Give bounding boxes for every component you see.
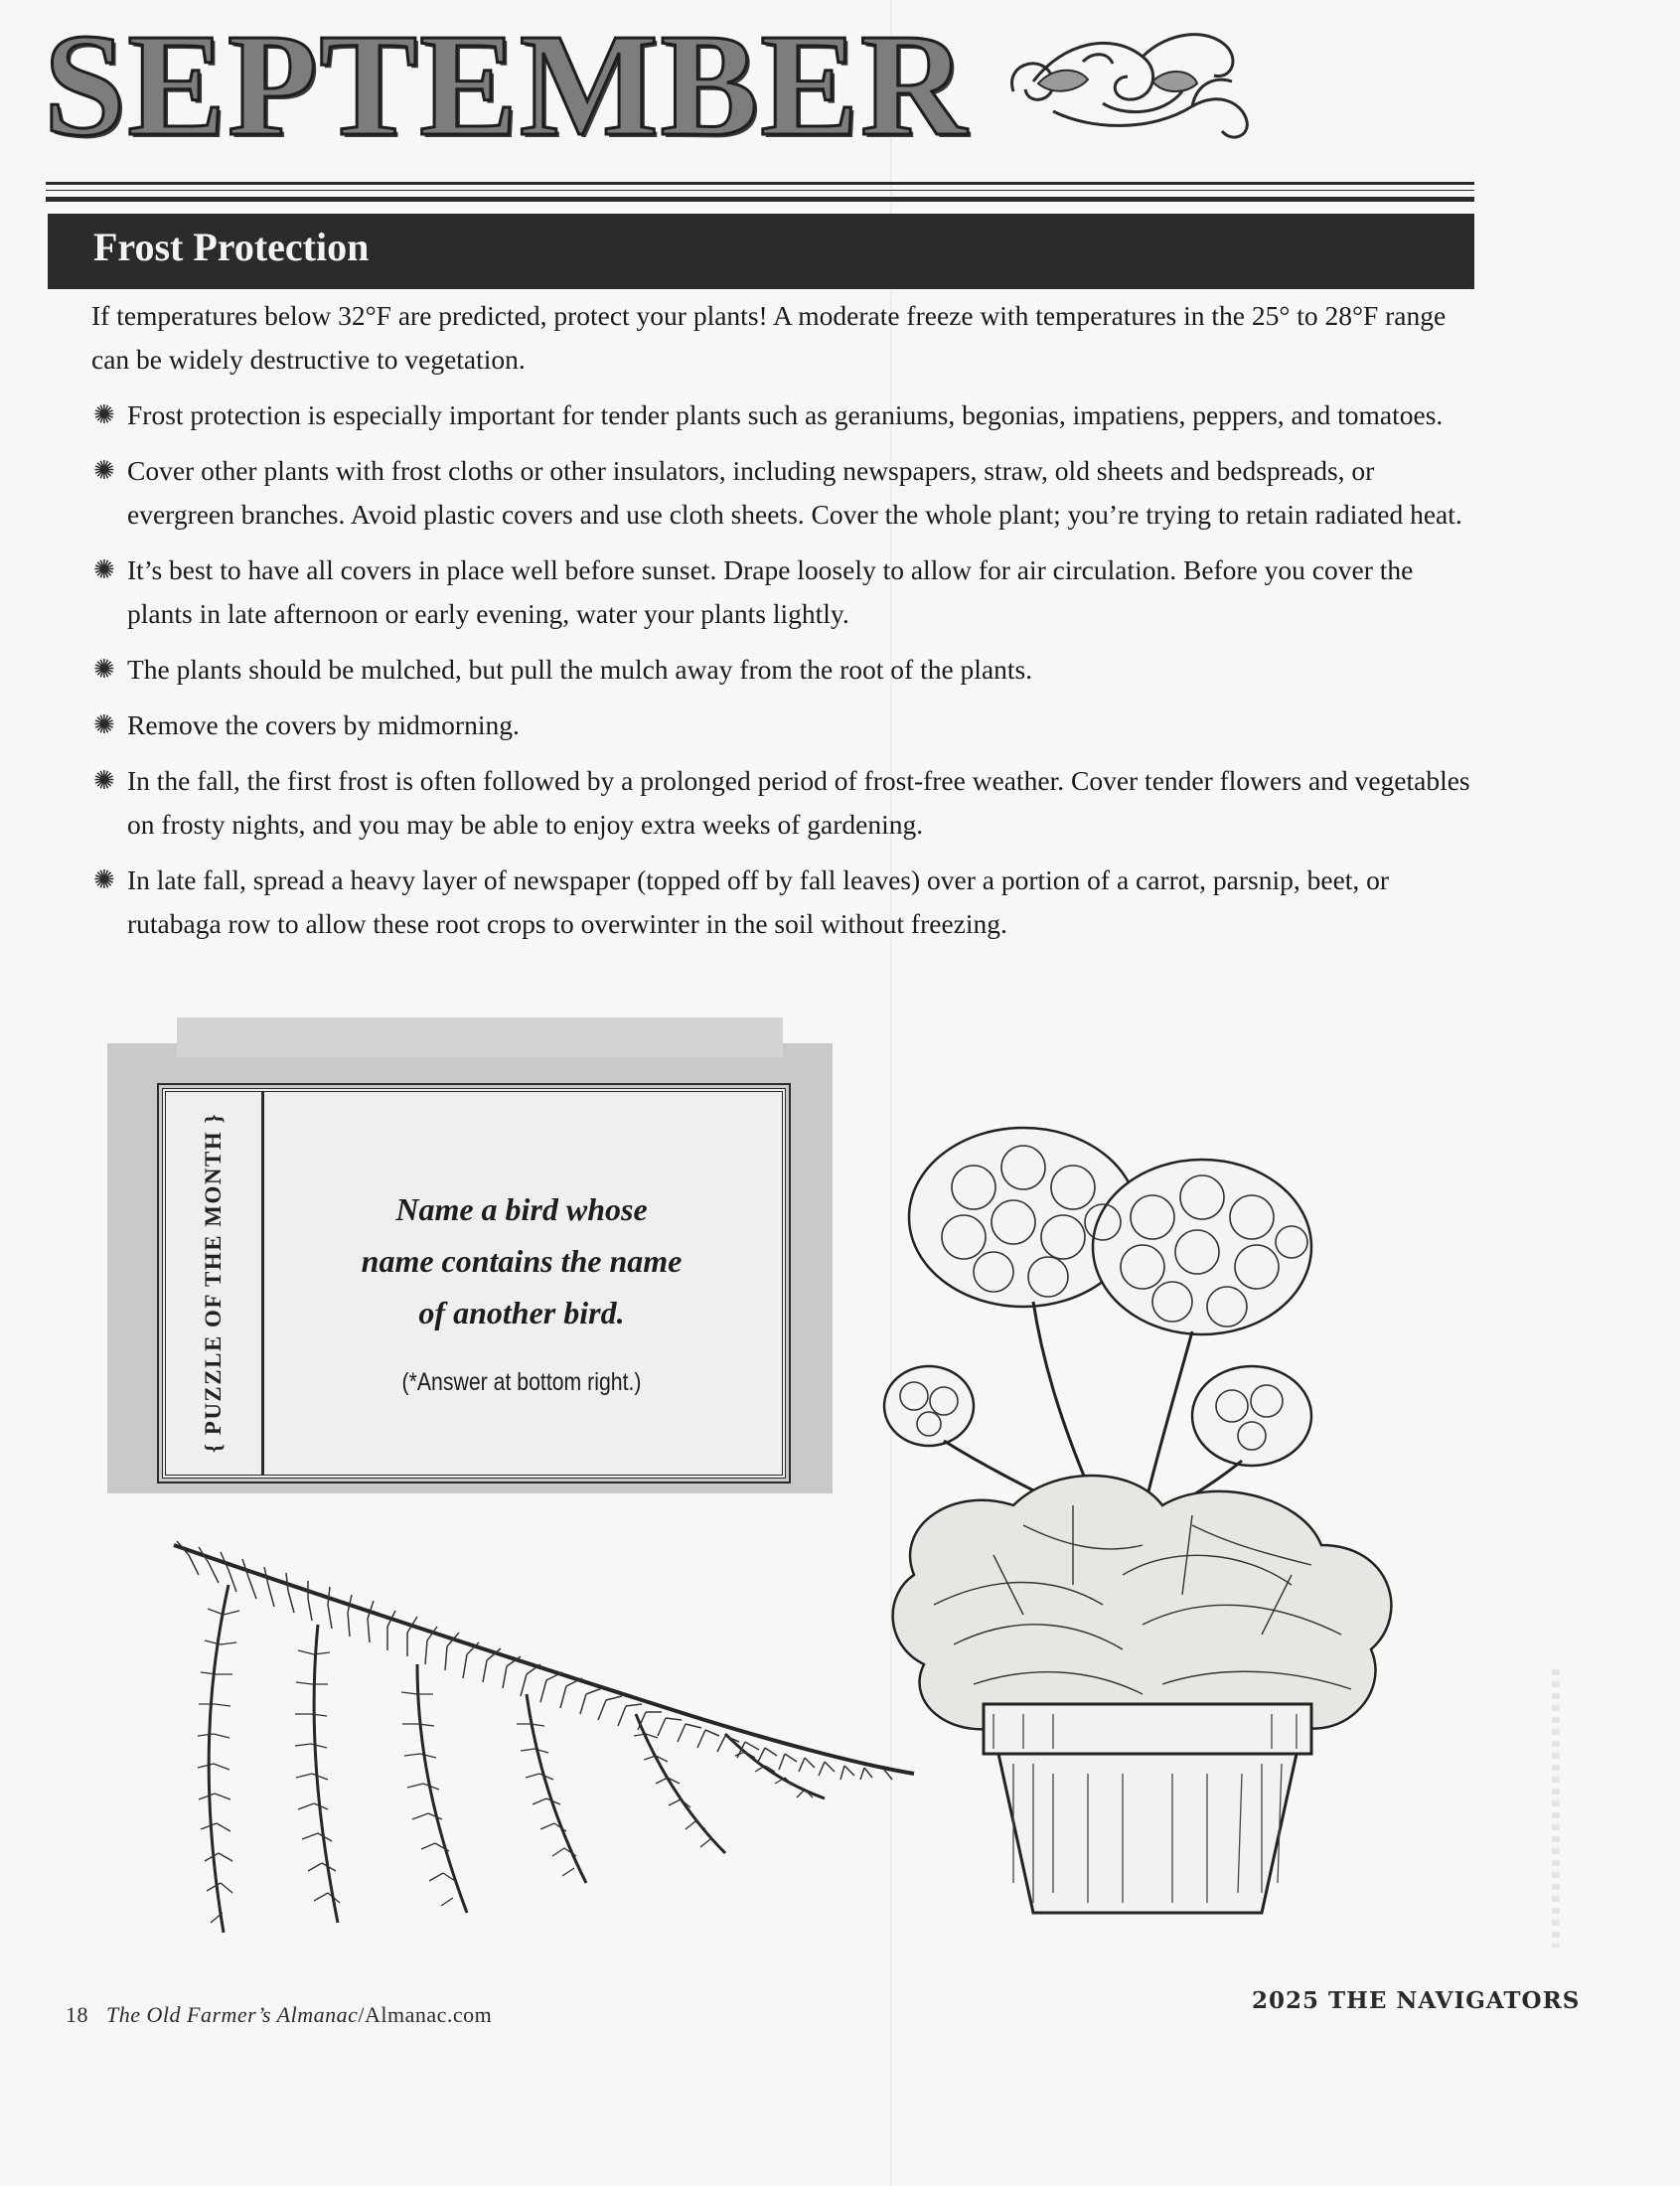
- puzzle-box: [162, 1088, 786, 1479]
- list-item-text: Remove the covers by midmorning.: [127, 709, 520, 740]
- list-item: [91, 859, 1472, 946]
- header-rule-thick: [46, 197, 1474, 202]
- list-item: [91, 449, 1472, 537]
- asterisk-flower-icon: ✺: [93, 555, 115, 584]
- list-item-text: Cover other plants with frost cloths or other insulators, including newspapers, straw, old sheets and bedspreads, or evergreen branches. Avoid plastic covers and use cloth sheets. Cover the whole plant; you’re trying to retain radiated heat.: [127, 455, 1462, 530]
- website-text: /Almanac.com: [358, 2002, 493, 2027]
- list-item-text: In the fall, the first frost is often followed by a prolonged period of frost-free weather. Cover tender flowers and vegetables on frosty nights, and you may be able to enjoy extra weeks of gardening.: [127, 765, 1470, 840]
- article-body: [91, 294, 1472, 958]
- list-item-text: In late fall, spread a heavy layer of newspaper (topped off by fall leaves) over a portion of a carrot, parsnip, beet, or rutabaga row to allow these root crops to overwinter in the soil without freezing.: [127, 864, 1390, 939]
- asterisk-flower-icon: ✺: [93, 865, 115, 894]
- list-item-text: Frost protection is especially important for tender plants such as geraniums, begonias, impatiens, peppers, and tomatoes.: [127, 399, 1444, 430]
- list-item: [91, 759, 1472, 847]
- intro-paragraph: If temperatures below 32°F are predicted, protect your plants! A moderate freeze with temperatures in the 25° to 28°F range can be widely destructive to vegetation.: [91, 300, 1447, 375]
- puzzle-side-panel: [166, 1092, 264, 1475]
- flourish-ornament-icon: [993, 22, 1262, 153]
- asterisk-flower-icon: ✺: [93, 400, 115, 429]
- asterisk-flower-icon: ✺: [93, 655, 115, 684]
- list-item: [91, 548, 1472, 636]
- puzzle-question-line: of another bird.: [418, 1295, 625, 1330]
- geranium-pot-illustration: [874, 1108, 1431, 1933]
- bullet-list: [91, 393, 1472, 946]
- header-rule: [46, 182, 1474, 185]
- footer-right-credit: 2025 THE NAVIGATORS: [1252, 1987, 1581, 2014]
- puzzle-question: [261, 1183, 782, 1338]
- list-item-text: It’s best to have all covers in place well before sunset. Drape loosely to allow for air circulation. Before you cover the plants in late afternoon or early evening, water your plants lightly.: [127, 554, 1414, 629]
- footer-left: [66, 2002, 492, 2028]
- asterisk-flower-icon: ✺: [93, 710, 115, 739]
- list-item: [91, 393, 1472, 437]
- puzzle-label: { PUZZLE OF THE MONTH }: [201, 1112, 226, 1454]
- month-title: SEPTEMBER: [44, 4, 969, 167]
- list-item: [91, 703, 1472, 747]
- evergreen-branch-illustration: [169, 1525, 924, 1952]
- scan-artifact: [1552, 1669, 1560, 1948]
- page-number: 18: [66, 2002, 88, 2027]
- section-header-band: [48, 214, 1474, 289]
- list-item-text: The plants should be mulched, but pull the mulch away from the root of the plants.: [127, 654, 1033, 685]
- section-title: Frost Protection: [93, 225, 370, 269]
- list-item: [91, 648, 1472, 692]
- puzzle-answer-note: (*Answer at bottom right.): [401, 1368, 642, 1396]
- header-rule-thin: [46, 190, 1474, 191]
- puzzle-question-line: name contains the name: [361, 1243, 683, 1279]
- asterisk-flower-icon: ✺: [93, 456, 115, 485]
- publication-name: The Old Farmer’s Almanac: [106, 2002, 359, 2027]
- puzzle-question-line: Name a bird whose: [395, 1191, 648, 1227]
- asterisk-flower-icon: ✺: [93, 766, 115, 795]
